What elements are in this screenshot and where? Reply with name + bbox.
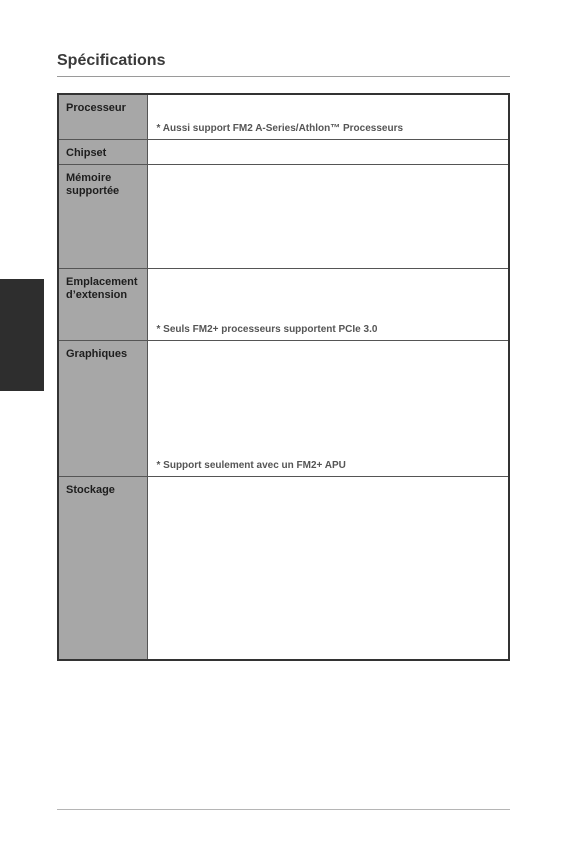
title-divider	[57, 76, 510, 77]
specifications-table	[57, 93, 510, 661]
spec-label-chipset: Chipset	[58, 139, 147, 164]
spec-label-processor: Processeur	[58, 94, 147, 139]
spec-row-memory	[58, 164, 509, 268]
footer-divider	[57, 809, 510, 810]
spec-value-memory	[147, 164, 509, 268]
spec-label-memory: Mémoire supportée	[58, 164, 147, 268]
chapter-side-tab	[0, 279, 44, 391]
spec-row-chipset	[58, 139, 509, 164]
spec-label-expansion: Emplacement d’extension	[58, 268, 147, 340]
spec-label-graphics: Graphiques	[58, 340, 147, 476]
spec-value-graphics	[147, 340, 509, 476]
spec-note-processor: * Aussi support FM2 A-Series/Athlon™ Processeurs	[156, 122, 404, 134]
spec-note-graphics: * Support seulement avec un FM2+ APU	[156, 459, 346, 471]
spec-value-storage	[147, 476, 509, 660]
spec-row-graphics	[58, 340, 509, 476]
spec-row-expansion	[58, 268, 509, 340]
spec-note-expansion: * Seuls FM2+ processeurs supportent PCIe 3.0	[156, 323, 378, 335]
spec-label-storage: Stockage	[58, 476, 147, 660]
spec-row-processor	[58, 94, 509, 139]
spec-value-chipset	[147, 139, 509, 164]
spec-row-storage	[58, 476, 509, 660]
spec-value-processor	[147, 94, 509, 139]
page-title: Spécifications	[57, 52, 166, 69]
spec-value-expansion	[147, 268, 509, 340]
